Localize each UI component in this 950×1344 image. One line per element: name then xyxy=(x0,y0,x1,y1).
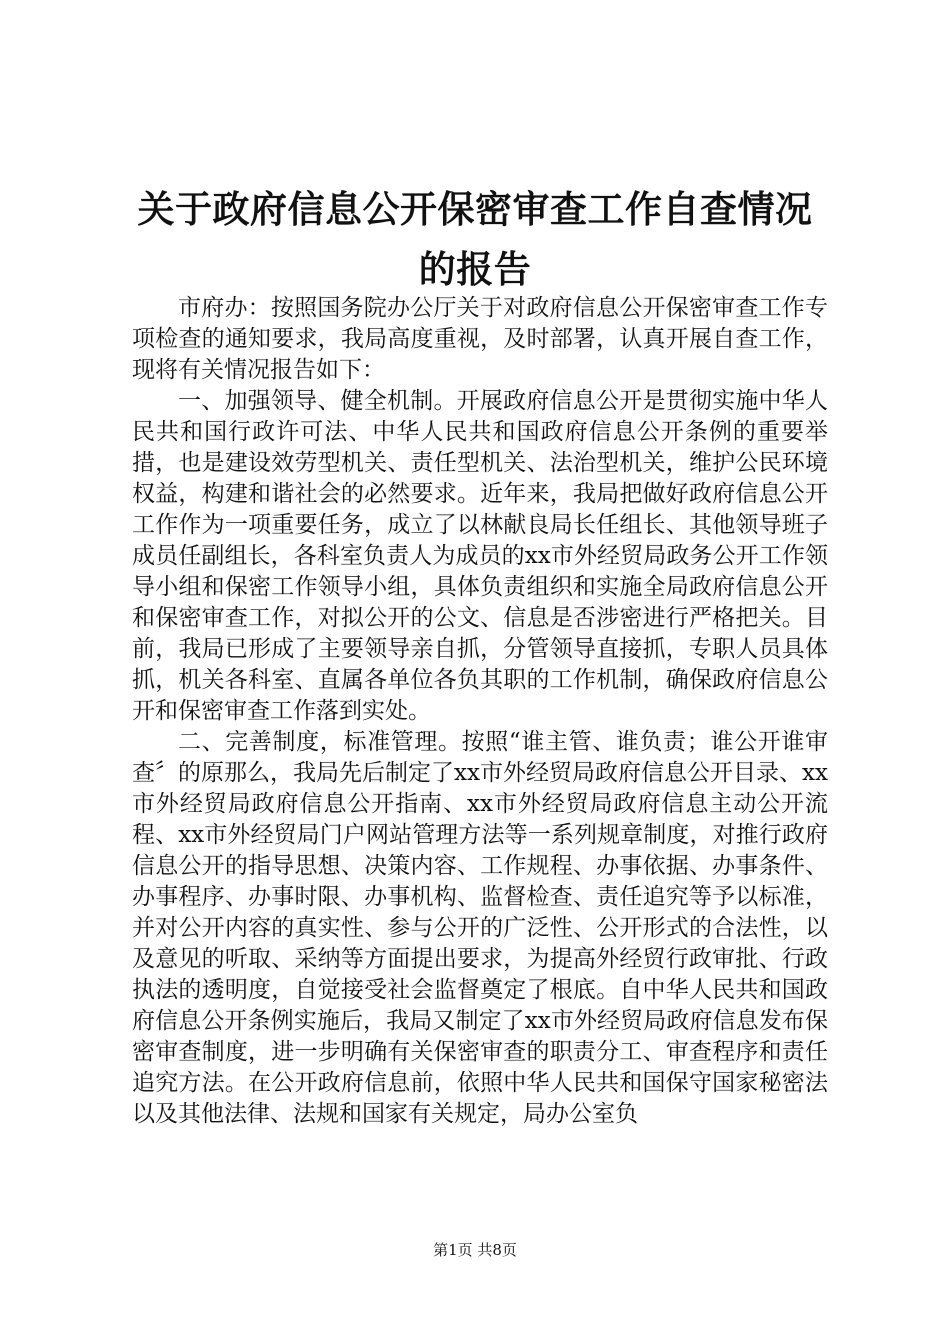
page-number-footer: 第1页 共8页 xyxy=(433,1241,517,1259)
paragraph-section-one: 一、加强领导、健全机制。开展政府信息公开是贯彻实施中华人民共和国行政许可法、中华人民共和国政府信息公开条例的重要举措，也是建设效劳型机关、责任型机关、法治型机关，维护公民环境权益，构建和谐社会的必然要求。近年来，我局把做好政府信息公开工作作为一项重要任务，成立了以林献良局长任组长、其他领导班子成员任副组长，各科室负责人为成员的xx市外经贸局政务公开工作领导小组和保密工作领导小组，具体负责组织和实施全局政府信息公开和保密审查工作，对拟公开的公文、信息是否涉密进行严格把关。目前，我局已形成了主要领导亲自抓，分管领导直接抓，专职人员具体抓，机关各科室、直属各单位各负其职的工作机制，确保政府信息公开和保密审查工作落到实处。 xyxy=(132,388,828,724)
document-body xyxy=(132,293,828,1130)
document-title: 关于政府信息公开保密审查工作自查情况的报告 xyxy=(137,188,813,291)
paragraph-section-two: 二、完善制度，标准管理。按照“谁主管、谁负责；谁公开谁审查〞的原那么，我局先后制定了xx市外经贸局政府信息公开目录、xx市外经贸局政府信息公开指南、xx市外经贸局政府信息主动公开流程、xx市外经贸局门户网站管理方法等一系列规章制度，对推行政府信息公开的指导思想、决策内容、工作规程、办事依据、办事条件、办事程序、办事时限、办事机构、监督检查、责任追究等予以标准，并对公开内容的真实性、参与公开的广泛性、公开形式的合法性，以及意见的听取、采纳等方面提出要求，为提高外经贸行政审批、行政执法的透明度，自觉接受社会监督奠定了根底。自中华人民共和国政府信息公开条例实施后，我局又制定了xx市外经贸局政府信息发布保密审查制度，进一步明确有关保密审查的职责分工、审查程序和责任追究方法。在公开政府信息前，依照中华人民共和国保守国家秘密法以及其他法律、法规和国家有关规定，局办公室负 xyxy=(132,729,828,1127)
paragraph-intro: 市府办：按照国务院办公厅关于对政府信息公开保密审查工作专项检查的通知要求，我局高度重视，及时部署，认真开展自查工作，现将有关情况报告如下： xyxy=(132,295,828,383)
